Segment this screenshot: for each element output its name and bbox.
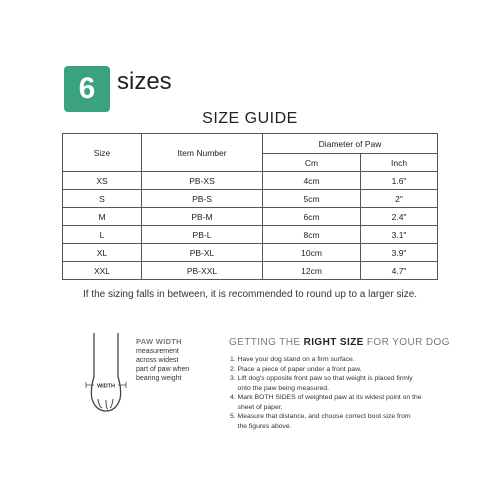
cell-item: PB-L bbox=[142, 226, 263, 244]
cell-inch: 1.6" bbox=[361, 172, 438, 190]
table-row bbox=[63, 262, 438, 280]
paw-width-description bbox=[136, 347, 216, 383]
paw-desc-line: part of paw when bbox=[136, 366, 190, 373]
col-header-size: Size bbox=[63, 134, 142, 172]
measure-title-post: FOR YOUR DOG bbox=[363, 337, 450, 348]
cell-cm: 6cm bbox=[263, 208, 361, 226]
paw-desc-line: bearing weight bbox=[136, 375, 182, 382]
size-table bbox=[62, 133, 438, 280]
table-row bbox=[63, 244, 438, 262]
table-row bbox=[63, 208, 438, 226]
measure-title-bold: RIGHT SIZE bbox=[303, 337, 364, 348]
cell-inch: 3.1" bbox=[361, 226, 438, 244]
size-count: 6 bbox=[78, 72, 96, 105]
paw-illustration bbox=[82, 333, 130, 413]
cell-item: PB-XXL bbox=[142, 262, 263, 280]
step-item: onto the paw being measured. bbox=[230, 384, 329, 392]
cell-size: S bbox=[63, 190, 142, 208]
col-header-item: Item Number bbox=[142, 134, 263, 172]
measure-title-pre: GETTING THE bbox=[229, 337, 304, 348]
table-row bbox=[63, 226, 438, 244]
step-item: 2. Place a piece of paper under a front paw. bbox=[230, 365, 362, 373]
cell-inch: 2.4" bbox=[361, 208, 438, 226]
cell-cm: 4cm bbox=[263, 172, 361, 190]
cell-size: L bbox=[63, 226, 142, 244]
col-header-cm: Cm bbox=[263, 154, 361, 172]
cell-size: XXL bbox=[63, 262, 142, 280]
paw-diagram bbox=[82, 333, 130, 413]
cell-cm: 5cm bbox=[263, 190, 361, 208]
table-row bbox=[63, 172, 438, 190]
cell-inch: 2" bbox=[361, 190, 438, 208]
paw-desc-line: across widest bbox=[136, 357, 179, 364]
step-item: sheet of paper. bbox=[230, 403, 283, 411]
step-item: the figures above. bbox=[230, 422, 292, 430]
cell-item: PB-XS bbox=[142, 172, 263, 190]
cell-size: M bbox=[63, 208, 142, 226]
measure-title bbox=[229, 337, 450, 348]
cell-item: PB-S bbox=[142, 190, 263, 208]
table-row bbox=[63, 190, 438, 208]
paw-desc-line: measurement bbox=[136, 348, 179, 355]
cell-item: PB-XL bbox=[142, 244, 263, 262]
cell-inch: 3.9" bbox=[361, 244, 438, 262]
cell-cm: 10cm bbox=[263, 244, 361, 262]
cell-item: PB-M bbox=[142, 208, 263, 226]
sizes-label: sizes bbox=[117, 68, 172, 95]
step-item: 1. Have your dog stand on a firm surface. bbox=[230, 356, 355, 363]
col-header-inch: Inch bbox=[361, 154, 438, 172]
step-item: 4. Mark BOTH SIDES of weighted paw at its widest point on the bbox=[230, 394, 422, 401]
cell-cm: 12cm bbox=[263, 262, 361, 280]
paw-width-label: WIDTH bbox=[96, 383, 116, 390]
sizing-note: If the sizing falls in between, it is recommended to round up to a larger size. bbox=[82, 289, 418, 300]
cell-cm: 8cm bbox=[263, 226, 361, 244]
size-count-badge bbox=[64, 66, 110, 112]
size-guide-title: SIZE GUIDE bbox=[202, 110, 298, 127]
col-header-diameter: Diameter of Paw bbox=[263, 134, 438, 154]
cell-size: XS bbox=[63, 172, 142, 190]
cell-size: XL bbox=[63, 244, 142, 262]
step-item: 5. Measure that distance, and choose correct boot size from bbox=[230, 413, 411, 420]
step-item: 3. Lift dog's opposite front paw so that weight is placed firmly bbox=[230, 375, 413, 382]
paw-width-title: PAW WIDTH bbox=[136, 337, 182, 346]
cell-inch: 4.7" bbox=[361, 262, 438, 280]
measure-steps bbox=[230, 355, 440, 431]
